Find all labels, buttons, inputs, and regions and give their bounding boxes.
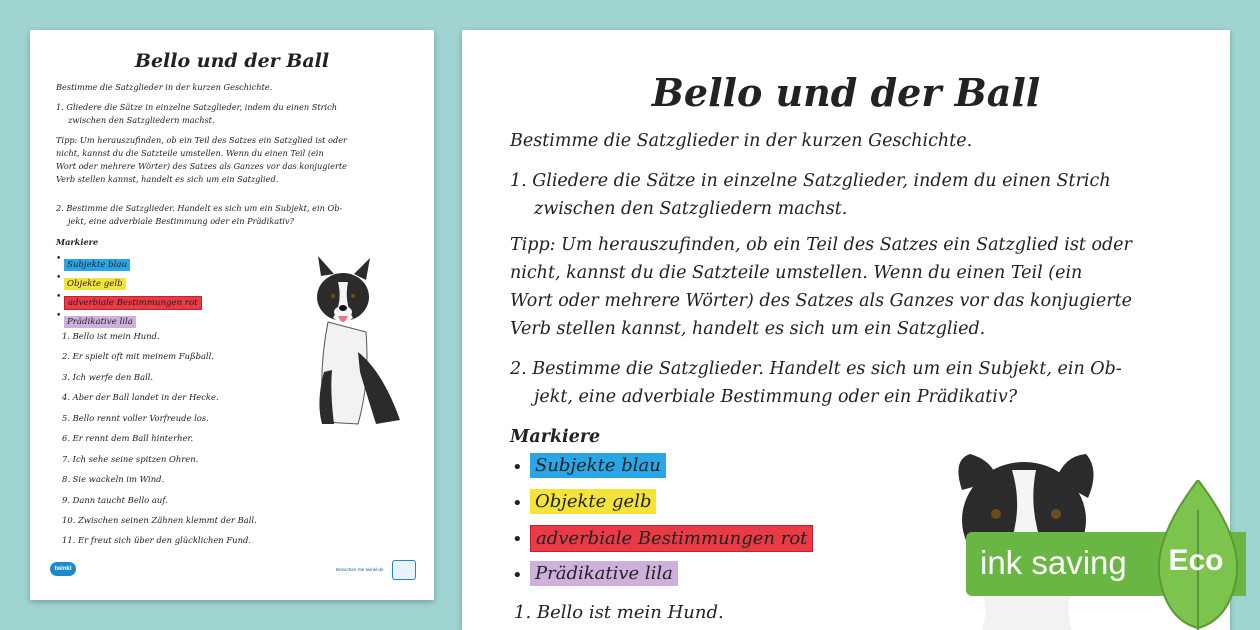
mark-heading: Markiere: [56, 237, 99, 247]
task1-line2: zwischen den Satzgliedern machst.: [68, 115, 215, 125]
bullet: •: [512, 457, 523, 478]
sentence-item: 6. Er rennt dem Ball hinterher.: [62, 433, 194, 443]
highlight-subjects: Subjekte blau: [64, 252, 130, 271]
sentence-item: 11. Er freut sich über den glücklichen Fund.: [62, 535, 251, 545]
tip-line2: nicht, kannst du die Satzteile umstellen. Wenn du einen Teil (ein: [56, 148, 324, 158]
highlight-subjects: Subjekte blau: [530, 453, 666, 478]
bullet: •: [512, 529, 523, 550]
sentence-item: 3. Ich werfe den Ball.: [62, 372, 154, 382]
sentence-item: 10. Zwischen seinen Zähnen klemmt der Ball.: [62, 515, 257, 525]
highlight-objects: Objekte gelb: [64, 271, 126, 290]
sentence-item: 4. Aber der Ball landet in der Hecke.: [62, 392, 219, 402]
tip-line1: Tipp: Um herauszufinden, ob ein Teil des Satzes ein Satzglied ist oder: [510, 235, 1132, 255]
task1-line1: 1. Gliedere die Sätze in einzelne Satzglieder, indem du einen Strich: [510, 171, 1111, 191]
bullet: •: [56, 311, 62, 321]
sentence-item: 8. Sie wackeln im Wind.: [62, 474, 165, 484]
highlight-adverbials: adverbiale Bestimmungen rot: [530, 525, 813, 552]
task2-line2: jekt, eine adverbiale Bestimmung oder ein Prädikativ?: [534, 387, 1018, 407]
tip-line2: nicht, kannst du die Satzteile umstellen. Wenn du einen Teil (ein: [510, 263, 1083, 283]
task2-line1: 2. Bestimme die Satzglieder. Handelt es sich um ein Subjekt, ein Ob-: [510, 359, 1122, 379]
highlight-predicatives: Prädikative lila: [530, 561, 678, 586]
worksheet-title: Bello und der Ball: [651, 70, 1041, 115]
sentence-item: 9. Dann taucht Bello auf.: [62, 495, 168, 505]
bullet: •: [56, 292, 62, 302]
intro-text: Bestimme die Satzglieder in der kurzen Geschichte.: [510, 131, 973, 151]
sentence-item: 1. Bello ist mein Hund.: [514, 602, 724, 623]
tip-line1: Tipp: Um herauszufinden, ob ein Teil des Satzes ein Satzglied ist oder: [56, 135, 347, 145]
sentence-item: 7. Ich sehe seine spitzen Ohren.: [62, 454, 199, 464]
task2-line2: jekt, eine adverbiale Bestimmung oder ein Prädikativ?: [68, 216, 295, 226]
sentence-item: 2. Er spielt oft mit meinem Fußball.: [62, 351, 214, 361]
bullet: •: [56, 273, 62, 283]
highlight-objects: Objekte gelb: [530, 489, 656, 514]
worksheet-title: Bello und der Ball: [134, 50, 330, 72]
sentence-item: 1. Bello ist mein Hund.: [62, 331, 160, 341]
badge-label: ink saving: [980, 544, 1127, 581]
footer-text: Besuchen Sie twinkl.de: [336, 567, 384, 572]
highlight-adverbials: adverbiale Bestimmungen rot: [64, 290, 202, 310]
tip-line3: Wort oder mehrere Wörter) des Satzes als Ganzes vor das konjugierte: [56, 161, 348, 171]
tip-line4: Verb stellen kannst, handelt es sich um ein Satzglied.: [510, 319, 986, 339]
eco-label: Eco: [1168, 544, 1224, 577]
worksheet-thumbnail: [30, 30, 434, 600]
tip-line3: Wort oder mehrere Wörter) des Satzes als Ganzes vor das konjugierte: [510, 291, 1132, 311]
bullet: •: [56, 254, 62, 264]
mark-heading: Markiere: [510, 427, 601, 447]
dog-illustration: [288, 252, 408, 432]
bullet: •: [512, 493, 523, 514]
bullet: •: [512, 565, 523, 586]
twinkl-logo: twinkl: [50, 562, 76, 576]
ink-saving-badge: [966, 480, 1260, 630]
task1-line1: 1. Gliedere die Sätze in einzelne Satzglieder, indem du einen Strich: [56, 102, 337, 112]
tip-line4: Verb stellen kannst, handelt es sich um ein Satzglied.: [56, 174, 279, 184]
task1-line2: zwischen den Satzgliedern machst.: [534, 199, 848, 219]
intro-text: Bestimme die Satzglieder in der kurzen Geschichte.: [56, 82, 273, 92]
task2-line1: 2. Bestimme die Satzglieder. Handelt es sich um ein Subjekt, ein Ob-: [56, 203, 343, 213]
footer-badge-icon: [392, 560, 416, 580]
highlight-predicatives: Prädikative lila: [64, 309, 136, 328]
sentence-item: 5. Bello rennt voller Vorfreude los.: [62, 413, 209, 423]
